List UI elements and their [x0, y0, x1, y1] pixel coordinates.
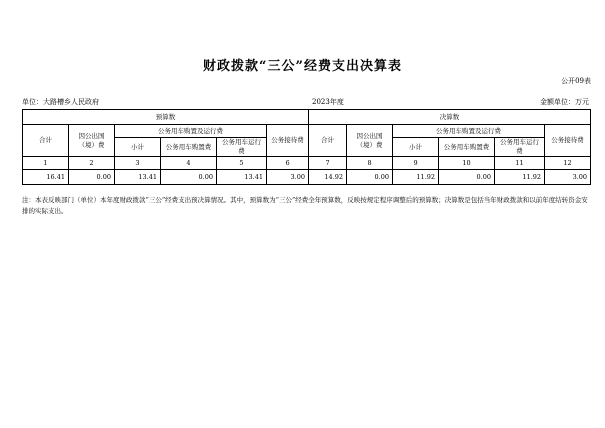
- final-total-header: 合计: [309, 125, 347, 157]
- final-vehicle-subtotal-value: 11.92: [393, 170, 439, 185]
- final-reception-header: 公务接待费: [545, 125, 591, 157]
- index-cell: 1: [23, 157, 69, 170]
- index-row: [23, 157, 591, 170]
- final-subtotal-header: 小计: [393, 138, 439, 157]
- budget-subtotal-header: 小计: [115, 138, 161, 157]
- index-cell: 3: [115, 157, 161, 170]
- final-vehicle-operation-value: 11.92: [495, 170, 545, 185]
- index-cell: 5: [217, 157, 267, 170]
- index-cell: 2: [69, 157, 115, 170]
- budget-vehicle-purchase-header: 公务用车购置费: [161, 138, 217, 157]
- final-group-header: 决算数: [309, 110, 591, 125]
- budget-total-value: 16.41: [23, 170, 69, 185]
- budget-vehicle-subtotal-value: 13.41: [115, 170, 161, 185]
- index-cell: 8: [347, 157, 393, 170]
- final-vehicle-group-header: 公务用车购置及运行费: [393, 125, 545, 138]
- index-cell: 9: [393, 157, 439, 170]
- index-cell: 12: [545, 157, 591, 170]
- budget-abroad-header: 因公出国（境）费: [69, 125, 115, 157]
- unit-label: 单位：大路槽乡人民政府: [22, 98, 99, 106]
- final-total-value: 14.92: [309, 170, 347, 185]
- three-public-expenses-table: [22, 109, 591, 185]
- header-row-groups: [23, 110, 591, 125]
- index-cell: 7: [309, 157, 347, 170]
- final-reception-value: 3.00: [545, 170, 591, 185]
- data-row: [23, 170, 591, 185]
- final-vehicle-operation-header: 公务用车运行费: [495, 138, 545, 157]
- budget-abroad-value: 0.00: [69, 170, 115, 185]
- index-cell: 6: [267, 157, 309, 170]
- budget-reception-header: 公务接待费: [267, 125, 309, 157]
- index-cell: 4: [161, 157, 217, 170]
- budget-vehicle-operation-header: 公务用车运行费: [217, 138, 267, 157]
- header-row-categories: [23, 125, 591, 138]
- year-label: 2023年度: [312, 98, 344, 106]
- final-abroad-value: 0.00: [347, 170, 393, 185]
- budget-vehicle-purchase-value: 0.00: [161, 170, 217, 185]
- final-vehicle-purchase-value: 0.00: [439, 170, 495, 185]
- form-code: 公开09表: [561, 77, 591, 85]
- budget-vehicle-operation-value: 13.41: [217, 170, 267, 185]
- budget-vehicle-group-header: 公务用车购置及运行费: [115, 125, 267, 138]
- final-abroad-header: 因公出国（境）费: [347, 125, 393, 157]
- budget-group-header: 预算数: [23, 110, 309, 125]
- meta-row: [22, 97, 589, 107]
- index-cell: 11: [495, 157, 545, 170]
- footnote: 注：本表反映部门（单位）本年度财政拨款“三公”经费支出预决算情况。其中，预算数为“三公”经费全年预算数，反映按规定程序调整后的预算数；决算数是包括当年财政拨款和以前年度结转资金安排的实际支出。: [22, 196, 588, 215]
- final-vehicle-purchase-header: 公务用车购置费: [439, 138, 495, 157]
- budget-total-header: 合计: [23, 125, 69, 157]
- index-cell: 10: [439, 157, 495, 170]
- money-unit-label: 金额单位：万元: [540, 98, 589, 106]
- budget-reception-value: 3.00: [267, 170, 309, 185]
- page-title: 财政拨款“三公”经费支出决算表: [203, 59, 402, 74]
